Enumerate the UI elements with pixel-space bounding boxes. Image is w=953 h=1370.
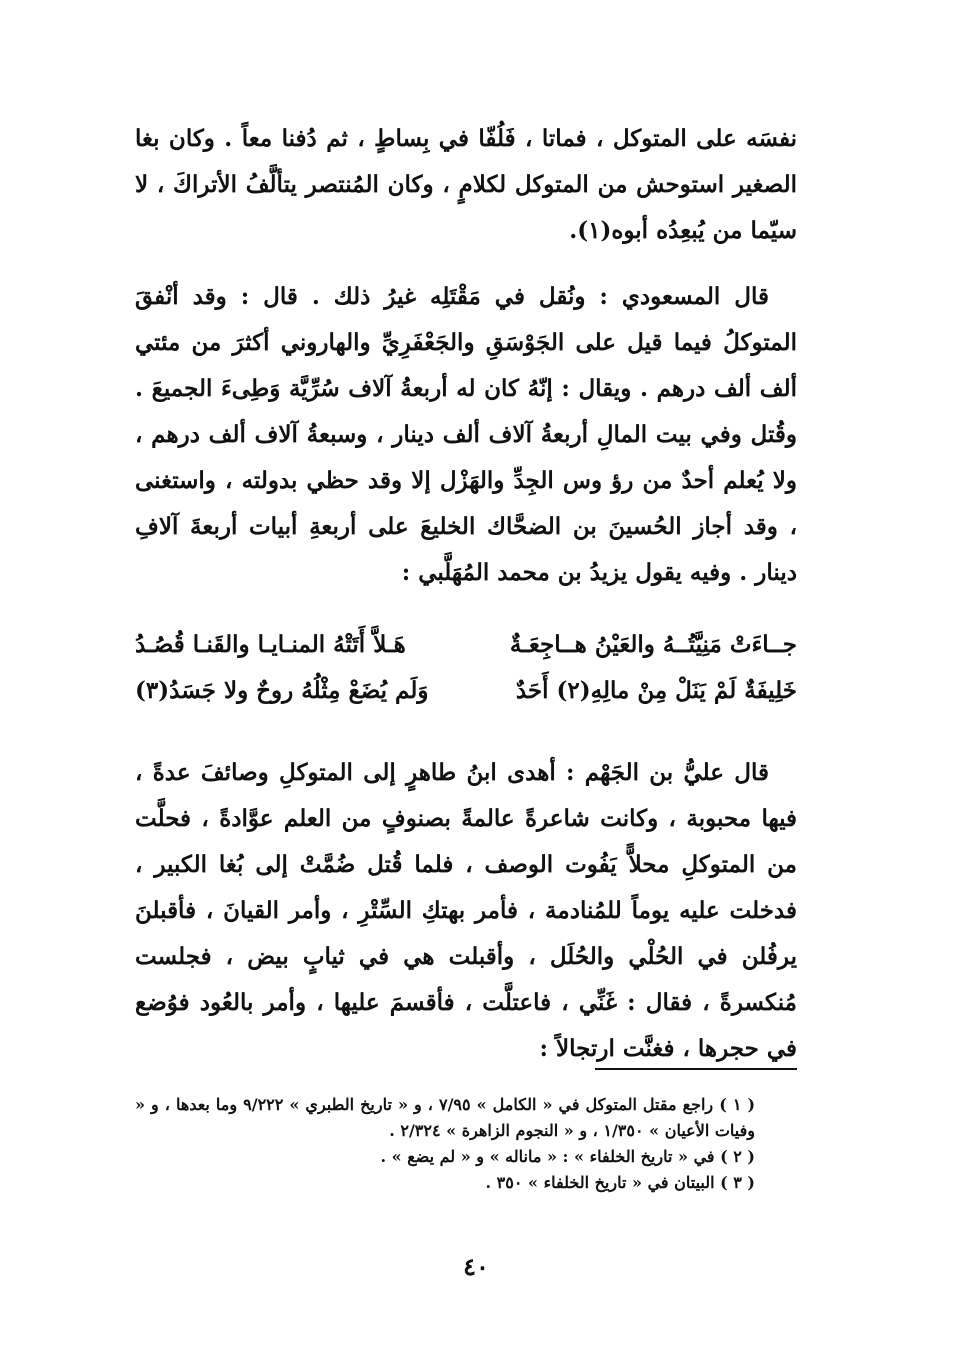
footnotes <box>135 1092 797 1196</box>
paragraph-2 <box>135 274 797 596</box>
footnote-3: ( ٣ ) البيتان في « تاريخ الخلفاء » ٣٥٠ . <box>485 1173 755 1192</box>
footnote-1: ( ١ ) راجع مقتل المتوكل في « الكامل » ٧/٩٥ ، و « تاريخ الطبري » ٩/٢٢٢ وما بعدها ، و « وفيات الأعيان » ١/٣٥٠ ، و « النجوم الزاهرة » ٢/٣٢٤ . <box>135 1095 756 1140</box>
verse-2-first-hemistich: خَلِيفَةٌ لَمْ يَنَلْ مِنْ مالِهِ(٢) أَحَدٌ <box>515 677 797 704</box>
paragraph-3 <box>135 750 797 1072</box>
verse-2-second-hemistich: وَلَم يُضَعْ مِثْلُهُ روحٌ ولا جَسَدُ(٣) <box>135 677 429 704</box>
verse-line-1 <box>135 622 797 668</box>
verse-1-first-hemistich: جــاءَتْ مَنِيَّتُــهُ والعَيْنُ هــاجِعَـةٌ <box>509 631 797 658</box>
footnote-2: ( ٢ ) في « تاريخ الخلفاء » : « ماناله » و « لم يضع » . <box>380 1147 755 1166</box>
verse-1-second-hemistich: هَـلاَّ أَتَتْهُ المنـايـا والقَنـا قُصُـدُ <box>135 631 406 658</box>
paragraph-2-text: قال المسعودي : ونُقل في مَقْتَلِه غيرُ ذلك . قال : وقد أنْفقَ المتوكلُ فيما قيل على الجَوْسَقِ والجَعْفَرِيِّ والهاروني أكثرَ من مئتي ألف ألف درهم . ويقال : إنّهُ كان له أربعةُ آلاف سُرِّيَّة وَطِىءَ الجميعَ . وقُتل وفي بيت المالِ أربعةُ آلاف ألف دينار ، وسبعةُ آلاف ألف درهم ، ولا يُعلم أحدٌ من رؤ وس الجِدِّ والهَزْل إلا وقد حظي بدولته ، واستغنى ، وقد أجاز الحُسينَ بن الضحَّاك الخليعَ على أربعةِ أبيات أربعةَ آلافِ دينار . وفيه يقول يزيدُ بن محمد المُهَلَّبي : <box>135 283 797 586</box>
poem-verses <box>135 622 797 714</box>
footnote-divider <box>595 1068 797 1070</box>
paragraph-1 <box>135 116 797 254</box>
paragraph-3-text: قال عليُّ بن الجَهْم : أهدى ابنُ طاهرٍ إلى المتوكلِ وصائفَ عدةً ، فيها محبوبة ، وكانت شاعرةً عالمةً بصنوفٍ من العلم عوَّادةً ، فحلَّت من المتوكلِ محلاًّ يَفُوت الوصف ، فلما قُتل ضُمَّتْ إلى بُغا الكبير ، فدخلت عليه يوماً للمُنادمة ، فأمر بهتكِ السِّتْرِ ، وأمر القيانَ ، فأقبلنَ يرفُلن في الحُلْي والحُلَل ، وأقبلت هي في ثيابٍ بيض ، فجلست مُنكسرةً ، فقال : غَنِّي ، فاعتلَّت ، فأقسمَ عليها ، وأمر بالعُود فوُضع في حجرها ، فغنَّت ارتجالاً : <box>135 759 797 1062</box>
paragraph-1-text: نفسَه على المتوكل ، فماتا ، فَلُفّا في بِساطٍ ، ثم دُفنا معاً . وكان بغا الصغير استوحش من المتوكل لكلامٍ ، وكان المُنتصر يتألَّفُ الأتراكَ ، لا سيّما من يُبعِدُه أبوه(١). <box>135 125 798 244</box>
verse-line-2 <box>135 668 797 714</box>
page-number: ٤٠ <box>463 1252 489 1281</box>
